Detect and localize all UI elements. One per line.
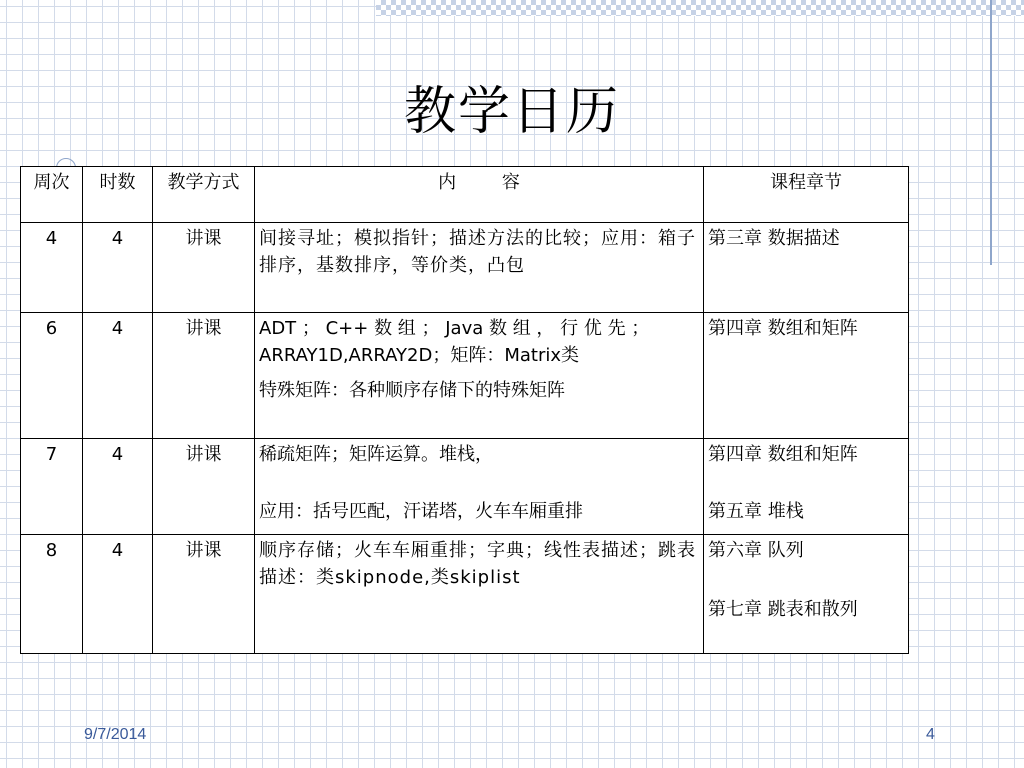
header-cell-chapter: 课程章节	[704, 167, 909, 223]
content-line: 应用：括号匹配，汗诺塔，火车车厢重排	[259, 501, 583, 522]
chapter-line: 第六章 队列	[708, 540, 804, 561]
table-header-row	[21, 167, 909, 223]
header-cell-method: 教学方式	[153, 167, 255, 223]
content-cell	[255, 313, 704, 439]
method-cell: 讲课	[153, 313, 255, 439]
hours-cell: 4	[83, 313, 153, 439]
header-cell-hours: 时数	[83, 167, 153, 223]
method-cell: 讲课	[153, 535, 255, 654]
content-line: 稀疏矩阵；矩阵运算。堆栈，	[259, 444, 493, 465]
content-cell: 间接寻址；模拟指针；描述方法的比较；应用：箱子排序，基数排序，等价类，凸包	[255, 223, 704, 313]
content-cell	[255, 439, 704, 535]
week-cell: 8	[21, 535, 83, 654]
header-cell-content: 内 容	[255, 167, 704, 223]
table-row	[21, 313, 909, 439]
content-line: ADT ； C++ 数 组 ； Java 数 组 ， 行 优 先 ；ARRAY1D,ARRAY2D；矩阵：Matrix类	[259, 318, 650, 366]
week-cell: 6	[21, 313, 83, 439]
header-cell-week: 周次	[21, 167, 83, 223]
page-number: 4	[926, 726, 935, 743]
decorative-band	[376, 0, 1024, 16]
chapter-cell: 第三章 数据描述	[704, 223, 909, 313]
method-cell: 讲课	[153, 439, 255, 535]
table-row	[21, 439, 909, 535]
chapter-line: 第七章 跳表和散列	[708, 599, 858, 620]
chapter-cell	[704, 439, 909, 535]
week-cell: 4	[21, 223, 83, 313]
content-cell: 顺序存储；火车车厢重排；字典；线性表描述；跳表描述：类skipnode,类skiplist	[255, 535, 704, 654]
footer-date: 9/7/2014	[84, 726, 147, 743]
teaching-calendar-table	[20, 166, 909, 654]
chapter-cell: 第四章 数组和矩阵	[704, 313, 909, 439]
page-title: 教学日历	[403, 81, 620, 142]
week-cell: 7	[21, 439, 83, 535]
hours-cell: 4	[83, 439, 153, 535]
chapter-line: 第五章 堆栈	[708, 501, 804, 522]
chapter-line: 第四章 数组和矩阵	[708, 444, 858, 465]
table-row	[21, 223, 909, 313]
table-row	[21, 535, 909, 654]
content-line: 特殊矩阵：各种顺序存储下的特殊矩阵	[259, 380, 565, 401]
hours-cell: 4	[83, 223, 153, 313]
chapter-cell	[704, 535, 909, 654]
method-cell: 讲课	[153, 223, 255, 313]
hours-cell: 4	[83, 535, 153, 654]
